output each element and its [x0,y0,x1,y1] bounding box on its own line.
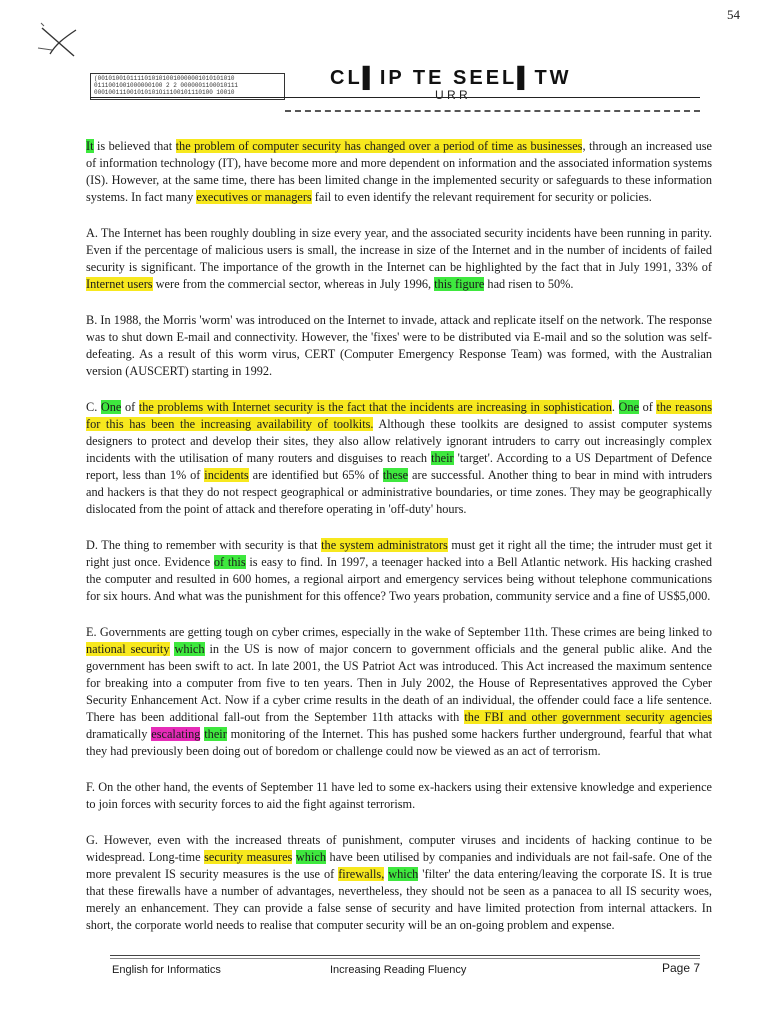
highlight-yellow: the system administrators [321,538,448,552]
paragraph-e: E. Governments are getting tough on cyber crimes, especially in the wake of September 11th. These crimes are being linked to national security which in the US is now of major concern to government officials and the general public alike. And the government has been swift to act. In late 2001, the US Patriot Act was introduced. This Act increased the maximum sentence for breaking into a computer from five to ten years. Then in July 2002, the House of Representatives approved the Cyber Security Enhancement Act. Now if a cyber crime results in the death of an individual, the offender could face a life sentence. There has been additional fall-out from the September 11th attacks with the FBI and other government security agencies dramatically escalating their monitoring of the Internet. This has pushed some hackers further underground, fearful that what they had previously been doing out of boredom or challenge could now be viewed as an act of terrorism. [86,625,712,758]
pen-scribble-mark [36,20,86,64]
footer-rule-thin [110,958,700,959]
chapter-banner-sub: U R R [435,88,468,102]
highlight-green: which [174,642,205,656]
page-number: 54 [727,7,740,22]
highlight-yellow: the problems with Internet security is the fact that the incidents are increasing in sophistication [138,400,612,414]
reading-text [86,138,712,953]
highlight-magenta: escalating [151,727,201,741]
highlight-yellow: firewalls, [338,867,385,881]
paragraph-f: F. On the other hand, the events of September 11 have led to some ex-hackers using their extensive knowledge and experience to join forces with security forces to aid the fight against terrorism. [86,780,712,811]
paragraph-intro: It is believed that the problem of computer security has changed over a period of time as businesses, through an increased use of information technology (IT), have become more and more dependent on information and the associated information systems (IS). However, at the same time, there has been limited change in the implemented security or safeguards to these information systems. In fact many executives or managers fail to even identify the relevant requirement for security or policies. [86,139,713,204]
highlight-green: these [382,468,409,482]
paragraph-b: B. In 1988, the Morris 'worm' was introduced on the Internet to invade, attack and replicate itself on the network. The response was to shut down E-mail and connectivity. However, the 'fixes' were to be distributed via E-mail and so the solution was self-defeating. As a result of this worm virus, CERT (Computer Emergency Response Team) was formed, with the Australian version (AUSCERT) starting in 1992. [86,313,712,378]
highlight-green: which [295,850,326,864]
highlight-yellow: the reasons for this has been the increasing availability of toolkits. [86,400,712,431]
binary-line: 0111001001000000100 2 2 0000001100010111 [94,82,239,89]
highlight-yellow: the FBI and other government security agencies [464,710,712,724]
highlight-green: this figure [434,277,485,291]
highlight-green: One [100,400,122,414]
highlight-yellow: executives or managers [196,190,312,204]
highlight-yellow: incidents [204,468,249,482]
highlight-yellow: Internet users [86,277,153,291]
highlight-yellow: national security [86,642,170,656]
chapter-header-strip [90,67,700,119]
highlight-green: of this [213,555,246,569]
footer-section-title: Increasing Reading Fluency [330,964,467,976]
binary-code-box [90,73,285,100]
highlight-green: their [431,451,454,465]
highlight-green: which [388,867,419,881]
footer-rule [110,955,700,956]
footer-book-title: English for Informatics [112,964,221,976]
footer-page-label: Page 7 [662,961,701,975]
binary-line: 000100111001010101Oi1100101110100 10010 [94,89,235,96]
paragraph-a: A. The Internet has been roughly doubling in size every year, and the associated security incidents have been running in parity. Even if the percentage of malicious users is small, the increase in size of the Internet and in the number of incidents of failed security is significant. The importance of the growth in the Internet can be highlighted by the fact that in July 1991, 33% of Internet users were from the commercial sector, whereas in July 1996, this figure had risen to 50%. [86,226,712,291]
paragraph-g: G. However, even with the increased threats of punishment, computer viruses and incidents of hacking continue to be widespread. Long-time security measures which have been utilised by companies and individuals are not fail-safe. One of the more prevalent IS security measures is the use of firewalls, which 'filter' the data entering/leaving the corporate IS. It is true that these firewalls have a number of advantages, nevertheless, they should not be seen as a panacea to all IS security woes, merely an enhancement. They can provide a false sense of security and have limited protection from internal attackers. In short, the corporate world needs to realise that computer security will be an on-going problem and expense. [86,833,713,932]
highlight-green: It [86,139,94,153]
chapter-banner: CL▌IP TE SEEL▌TW [330,67,572,89]
header-underline [90,97,700,98]
header-dashed-rule [285,110,700,112]
paragraph-d: D. The thing to remember with security is that the system administrators must get it right all the time; the intruder must get it right just once. Evidence of this is easy to find. In 1997, a teenager hacked into a Bell Atlantic network. His hacking crashed the computer and resulted in 600 homes, a regional airport and emergency services being without telephone communications for six hours. And what was the punishment for this offence? Two years probation, community service and a fine of US$5,000. [86,538,713,603]
paragraph-c: C. One of the problems with Internet security is the fact that the incidents are increasing in sophistication. One of the reasons for this has been the increasing availability of toolkits. Although these toolkits are designed to assist computer systems designers to protect and develop their sites, they also allow relatively ignorant intruders to carry out increasingly complex incidents with the utilisation of many routers and disguises to reach their 'target'. According to a US Department of Defence report, less than 1% of incidents are identified but 65% of these are successful. Another thing to bear in mind with intruders and hackers is that they do not respect geographical or administrative boundaries, or time zones. They may be geographically dislocated from the point of attack and therefore operating in 'off-duty' hours. [86,400,713,516]
highlight-yellow: the problem of computer security has changed over a period of time as businesses [175,139,583,153]
highlight-yellow: security measures [204,850,293,864]
binary-line: (00101001011110101010010000001010101010 [94,75,235,82]
highlight-green: One [618,400,640,414]
highlight-green: their [204,727,227,741]
